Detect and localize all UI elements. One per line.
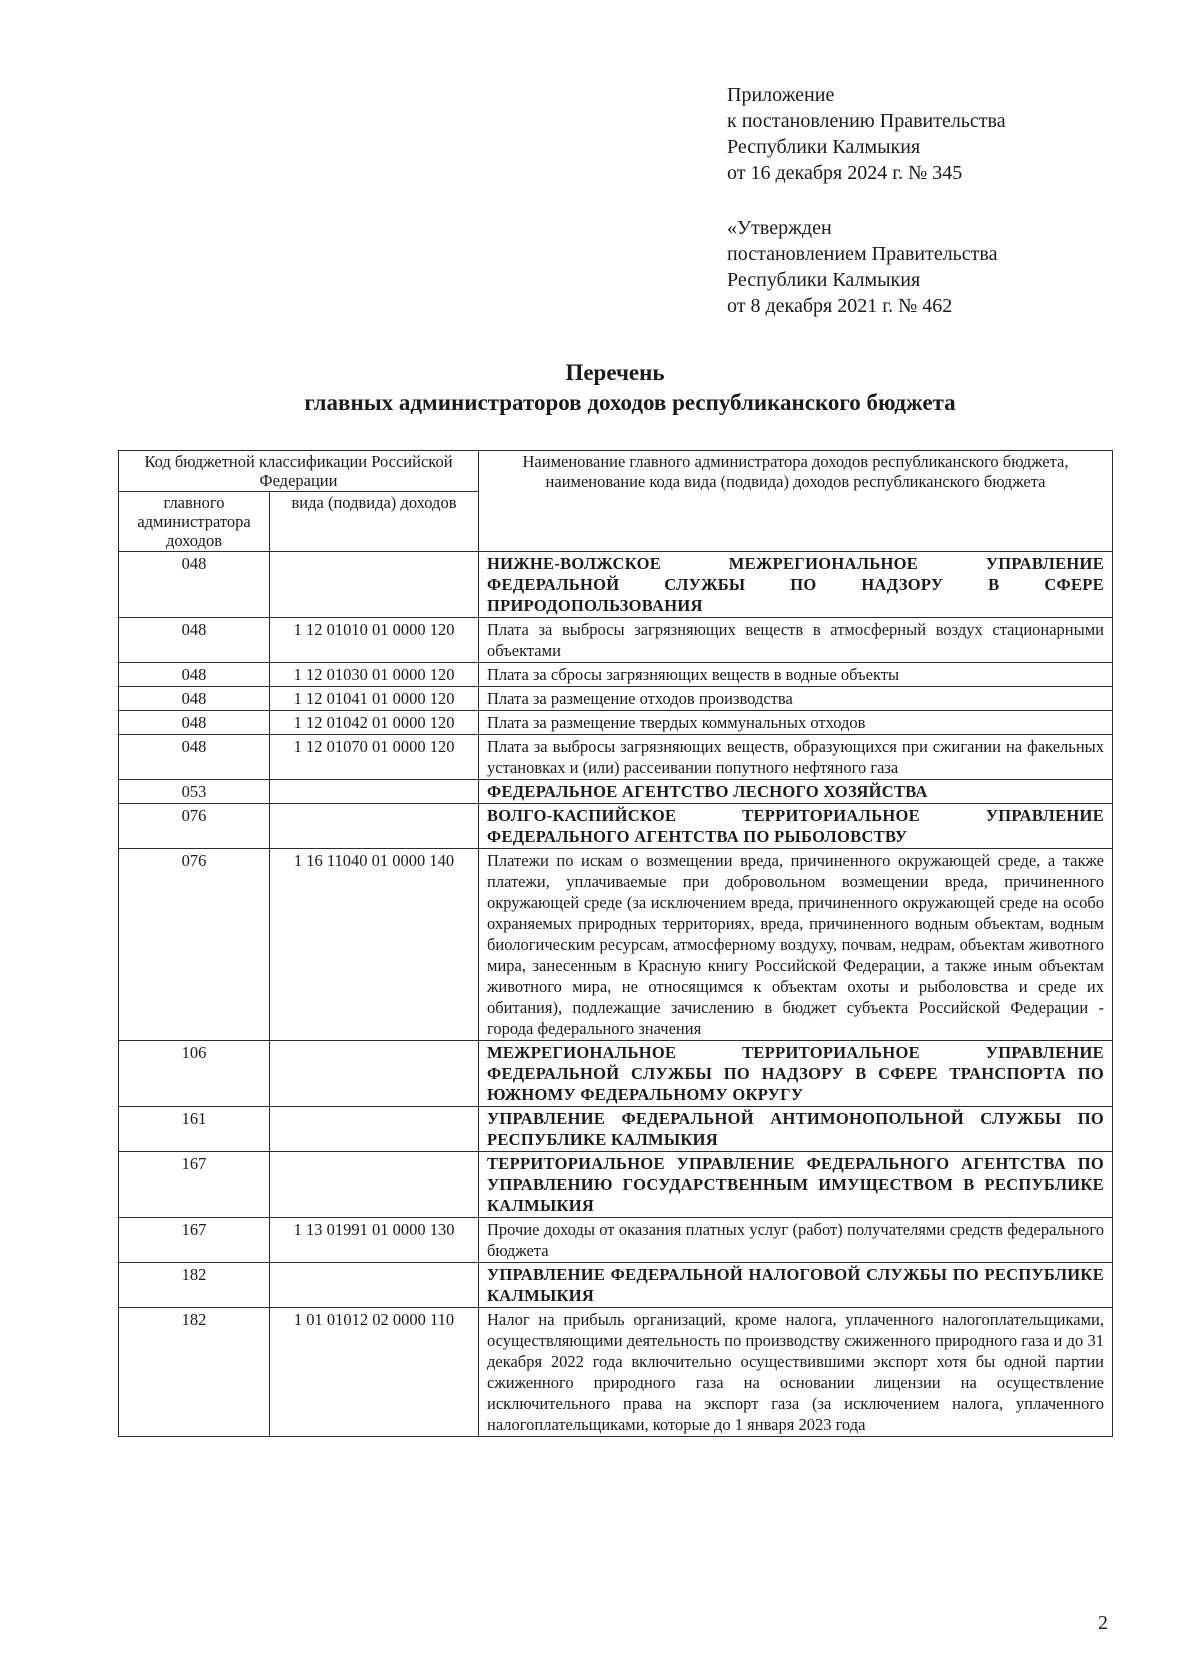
cell-revenue-code: 1 13 01991 01 0000 130 [270,1218,479,1263]
appendix-block [727,82,1147,186]
table-row [119,1152,1113,1218]
cell-revenue-code [270,1152,479,1218]
cell-admin-code: 167 [119,1218,270,1263]
cell-admin-code: 106 [119,1041,270,1107]
table-row [119,804,1113,849]
approved-block [727,215,1147,319]
approved-line: Республики Калмыкия [727,269,921,291]
table-row [119,1263,1113,1308]
cell-admin-code: 161 [119,1107,270,1152]
cell-revenue-code: 1 12 01042 01 0000 120 [270,711,479,735]
table-row [119,618,1113,663]
cell-revenue-code: 1 12 01030 01 0000 120 [270,663,479,687]
header-name-column: Наименование главного администратора доходов республиканского бюджета, наименование кода вида (подвида) доходов республиканского бюджета [479,451,1113,552]
cell-revenue-code [270,1107,479,1152]
cell-name: ФЕДЕРАЛЬНОЕ АГЕНТСТВО ЛЕСНОГО ХОЗЯЙСТВА [479,780,1113,804]
table-row [119,1218,1113,1263]
appendix-line: Республики Калмыкия [727,136,921,158]
cell-admin-code: 048 [119,711,270,735]
cell-name: Прочие доходы от оказания платных услуг (работ) получателями средств федерального бюджета [479,1218,1113,1263]
table-row [119,687,1113,711]
approved-line: «Утвержден [727,217,832,239]
appendix-line: от 16 декабря 2024 г. № 345 [727,162,963,184]
cell-revenue-code [270,552,479,618]
cell-name: УПРАВЛЕНИЕ ФЕДЕРАЛЬНОЙ АНТИМОНОПОЛЬНОЙ СЛУЖБЫ ПО РЕСПУБЛИКЕ КАЛМЫКИЯ [479,1107,1113,1152]
cell-revenue-code [270,804,479,849]
table-row [119,1107,1113,1152]
cell-name: МЕЖРЕГИОНАЛЬНОЕ ТЕРРИТОРИАЛЬНОЕ УПРАВЛЕНИЕ ФЕДЕРАЛЬНОЙ СЛУЖБЫ ПО НАДЗОРУ В СФЕРЕ ТРАНСПОРТА ПО ЮЖНОМУ ФЕДЕРАЛЬНОМУ ОКРУГУ [479,1041,1113,1107]
cell-admin-code: 182 [119,1263,270,1308]
header-code-column: вида (подвида) доходов [270,492,479,552]
table-row [119,780,1113,804]
cell-name: УПРАВЛЕНИЕ ФЕДЕРАЛЬНОЙ НАЛОГОВОЙ СЛУЖБЫ ПО РЕСПУБЛИКЕ КАЛМЫКИЯ [479,1263,1113,1308]
table-header-row [119,451,1113,492]
cell-name: НИЖНЕ-ВОЛЖСКОЕ МЕЖРЕГИОНАЛЬНОЕ УПРАВЛЕНИЕ ФЕДЕРАЛЬНОЙ СЛУЖБЫ ПО НАДЗОРУ В СФЕРЕ ПРИРОДОПОЛЬЗОВАНИЯ [479,552,1113,618]
table-row [119,735,1113,780]
cell-admin-code: 048 [119,552,270,618]
cell-admin-code: 076 [119,804,270,849]
cell-name: Плата за размещение твердых коммунальных отходов [479,711,1113,735]
title-line-2: главных администраторов доходов республиканского бюджета [304,390,956,415]
cell-name: ВОЛГО-КАСПИЙСКОЕ ТЕРРИТОРИАЛЬНОЕ УПРАВЛЕНИЕ ФЕДЕРАЛЬНОГО АГЕНТСТВА ПО РЫБОЛОВСТВУ [479,804,1113,849]
cell-name: ТЕРРИТОРИАЛЬНОЕ УПРАВЛЕНИЕ ФЕДЕРАЛЬНОГО АГЕНТСТВА ПО УПРАВЛЕНИЮ ГОСУДАРСТВЕННЫМ ИМУЩЕСТВОМ В РЕСПУБЛИКЕ КАЛМЫКИЯ [479,1152,1113,1218]
cell-name: Налог на прибыль организаций, кроме налога, уплаченного налогоплательщиками, осуществляющими деятельность по производству сжиженного природного газа и до 31 декабря 2022 года включительно осуществившими экспорт хотя бы одной партии сжиженного природного газа на основании лицензии на осуществление исключительного права на экспорт газа (за исключением налога, уплаченного налогоплательщиками, которые до 1 января 2023 года [479,1308,1113,1437]
cell-name: Плата за выбросы загрязняющих веществ, образующихся при сжигании на факельных установках и (или) рассеивании попутного нефтяного газа [479,735,1113,780]
table-row [119,552,1113,618]
page-number: 2 [1098,1612,1108,1634]
table-body [119,552,1113,1437]
cell-revenue-code: 1 12 01010 01 0000 120 [270,618,479,663]
document-title [115,358,1115,418]
cell-name: Плата за сбросы загрязняющих веществ в водные объекты [479,663,1113,687]
cell-revenue-code [270,780,479,804]
cell-revenue-code: 1 12 01070 01 0000 120 [270,735,479,780]
table-row [119,1041,1113,1107]
appendix-line: Приложение [727,84,835,106]
cell-admin-code: 048 [119,687,270,711]
revenue-administrators-table [118,450,1113,1437]
cell-admin-code: 053 [119,780,270,804]
cell-name: Плата за размещение отходов производства [479,687,1113,711]
title-line-1: Перечень [565,360,665,385]
table-row [119,711,1113,735]
cell-admin-code: 048 [119,618,270,663]
cell-revenue-code: 1 01 01012 02 0000 110 [270,1308,479,1437]
cell-admin-code: 048 [119,735,270,780]
cell-revenue-code [270,1041,479,1107]
cell-revenue-code: 1 12 01041 01 0000 120 [270,687,479,711]
cell-revenue-code [270,1263,479,1308]
header-admin-column: главного администратора доходов [119,492,270,552]
cell-admin-code: 076 [119,849,270,1041]
approved-line: от 8 декабря 2021 г. № 462 [727,295,953,317]
cell-name: Плата за выбросы загрязняющих веществ в атмосферный воздух стационарными объектами [479,618,1113,663]
table-row [119,849,1113,1041]
table-row [119,1308,1113,1437]
cell-admin-code: 048 [119,663,270,687]
cell-admin-code: 167 [119,1152,270,1218]
cell-admin-code: 182 [119,1308,270,1437]
header-kbk-group: Код бюджетной классификации Российской Федерации [119,451,479,492]
cell-revenue-code: 1 16 11040 01 0000 140 [270,849,479,1041]
approved-line: постановлением Правительства [727,243,998,265]
table-row [119,663,1113,687]
appendix-line: к постановлению Правительства [727,110,1006,132]
cell-name: Платежи по искам о возмещении вреда, причиненного окружающей среде, а также платежи, уплачиваемые при добровольном возмещении вреда, причиненного окружающей среде (за исключением вреда, причиненного окружающей среде на особо охраняемых природных территориях, вреда, причиненного водным объектам, водным биологическим ресурсам, атмосферному воздуху, почвам, недрам, объектам животного мира, занесенным в Красную книгу Российской Федерации, а также иным объектам животного мира, не относящимся к объектам охоты и рыболовства и среде их обитания), подлежащие зачислению в бюджет субъекта Российской Федерации - города федерального значения [479,849,1113,1041]
